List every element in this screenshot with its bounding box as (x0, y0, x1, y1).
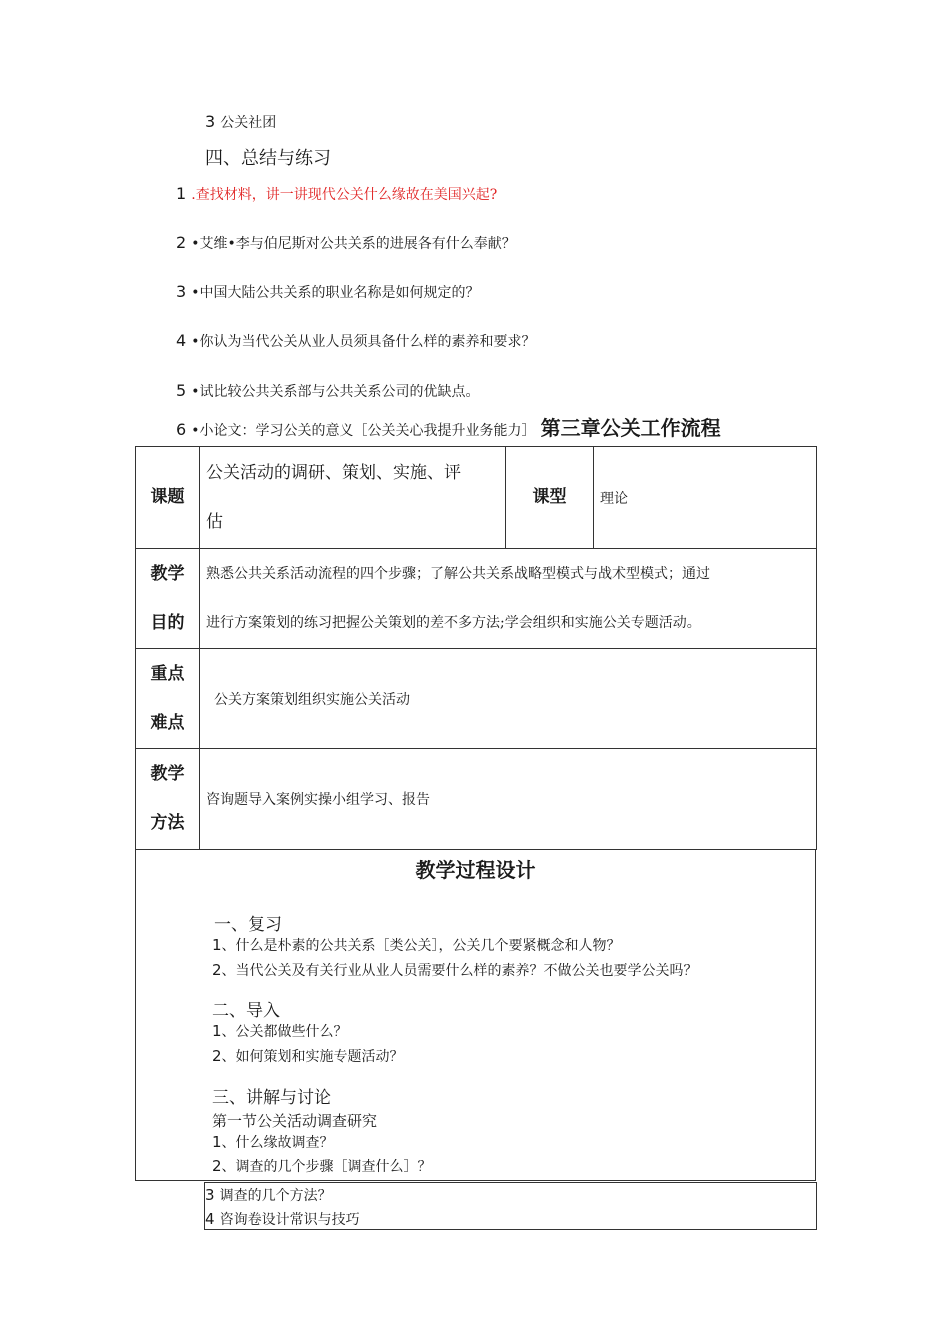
goal-label-line2: 目的 (150, 612, 185, 633)
continued-box (204, 1182, 817, 1230)
process-design-box (135, 849, 816, 1181)
item-text: 公关社团 (220, 115, 277, 131)
question-2 (176, 233, 516, 253)
topic-value-line2: 估 (206, 511, 223, 532)
method-label (136, 749, 200, 850)
goal-label (136, 549, 200, 649)
topic-label: 课题 (136, 447, 200, 549)
question-text: •你认为当代公关从业人员须具备什么样的素养和要求？ (191, 334, 536, 350)
intro-heading: 二、导入 (212, 1001, 280, 1021)
question-3 (176, 282, 480, 302)
intro-item-1 (212, 1021, 348, 1041)
item-text: 、公关都做些什么？ (221, 1024, 348, 1040)
goal-label-line1: 教学 (150, 563, 185, 584)
question-text: •小论文：学习公关的意义［公关关心我提升业务能力］ (191, 423, 536, 439)
table-row-method (136, 749, 817, 850)
item-number: 1 (212, 1022, 222, 1040)
discuss-item-2 (212, 1156, 432, 1176)
question-text: .查找材料，讲一讲现代公关什么缘故在美国兴起? (191, 187, 498, 203)
question-4 (176, 331, 536, 351)
section-heading-summary: 四、总结与练习 (205, 148, 331, 169)
topic-value-line1: 公关活动的调研、策划、实施、评 (206, 462, 461, 483)
question-text: •中国大陆公共关系的职业名称是如何规定的？ (191, 285, 480, 301)
method-label-line1: 教学 (150, 764, 185, 784)
topic-value (200, 447, 506, 549)
review-item-2 (212, 960, 698, 980)
question-5 (176, 381, 480, 401)
item-number: 2 (212, 1047, 222, 1065)
item-number: 4 (205, 1210, 215, 1228)
question-1 (176, 184, 497, 204)
item-text: 、什么缘故调查？ (221, 1135, 334, 1151)
table-row-key-points (136, 649, 817, 749)
discuss-heading: 三、讲解与讨论 (212, 1088, 331, 1108)
section1-title: 第一节公关活动调查研究 (212, 1112, 378, 1130)
type-label: 课型 (506, 447, 594, 549)
list-item-3 (205, 112, 276, 132)
question-number: 4 (176, 331, 187, 350)
key-label (136, 649, 200, 749)
key-label-line2: 难点 (150, 712, 185, 733)
question-number: 3 (176, 282, 187, 301)
review-heading: 一、复习 (214, 915, 282, 935)
goal-line1: 熟悉公共关系活动流程的四个步骤；了解公共关系战略型模式与战术型模式；通过 (206, 565, 710, 582)
question-text: •艾维•李与伯尼斯对公共关系的进展各有什么奉献？ (191, 236, 516, 252)
question-number: 5 (176, 381, 187, 400)
question-number: 2 (176, 233, 187, 252)
item-text: 、如何策划和实施专题活动？ (221, 1049, 404, 1065)
table-row-goal (136, 549, 817, 649)
item-number: 2 (212, 961, 222, 979)
item-text: 咨询卷设计常识与技巧 (219, 1212, 360, 1228)
table-row-topic (136, 447, 817, 549)
item-text: 、调查的几个步骤［调查什么］？ (221, 1159, 432, 1175)
course-info-table (135, 446, 817, 850)
item-number: 3 (205, 112, 216, 131)
item-text: 调查的几个方法？ (219, 1188, 332, 1204)
key-label-line1: 重点 (150, 663, 185, 684)
item-number: 2 (212, 1157, 222, 1175)
key-value: 公关方案策划组织实施公关活动 (200, 649, 817, 749)
item-number: 1 (212, 936, 222, 954)
method-value: 咨询题导入案例实操小组学习、报告 (200, 749, 817, 850)
item-number: 1 (212, 1133, 222, 1151)
goal-line2: 进行方案策划的练习把握公关策划的差不多方法;学会组织和实施公关专题活动。 (206, 614, 701, 631)
question-number: 6 (176, 420, 187, 439)
discuss-item-1 (212, 1132, 334, 1152)
question-6 (176, 412, 721, 441)
item-text: 、什么是朴素的公共关系［类公关］，公关几个要紧概念和人物？ (221, 938, 621, 954)
continued-item-3 (205, 1185, 332, 1205)
intro-item-2 (212, 1046, 404, 1066)
chapter-title: 第三章公关工作流程 (540, 416, 721, 440)
type-value: 理论 (594, 447, 817, 549)
item-number: 3 (205, 1186, 215, 1204)
process-title: 教学过程设计 (415, 858, 536, 882)
review-item-1 (212, 935, 621, 955)
item-text: 、当代公关及有关行业从业人员需要什么样的素养？不做公关也要学公关吗？ (221, 963, 698, 979)
question-text: •试比较公共关系部与公共关系公司的优缺点。 (191, 384, 480, 400)
question-number: 1 (176, 184, 187, 203)
continued-item-4 (205, 1209, 360, 1229)
goal-value (200, 549, 817, 649)
method-label-line2: 方法 (150, 813, 185, 833)
